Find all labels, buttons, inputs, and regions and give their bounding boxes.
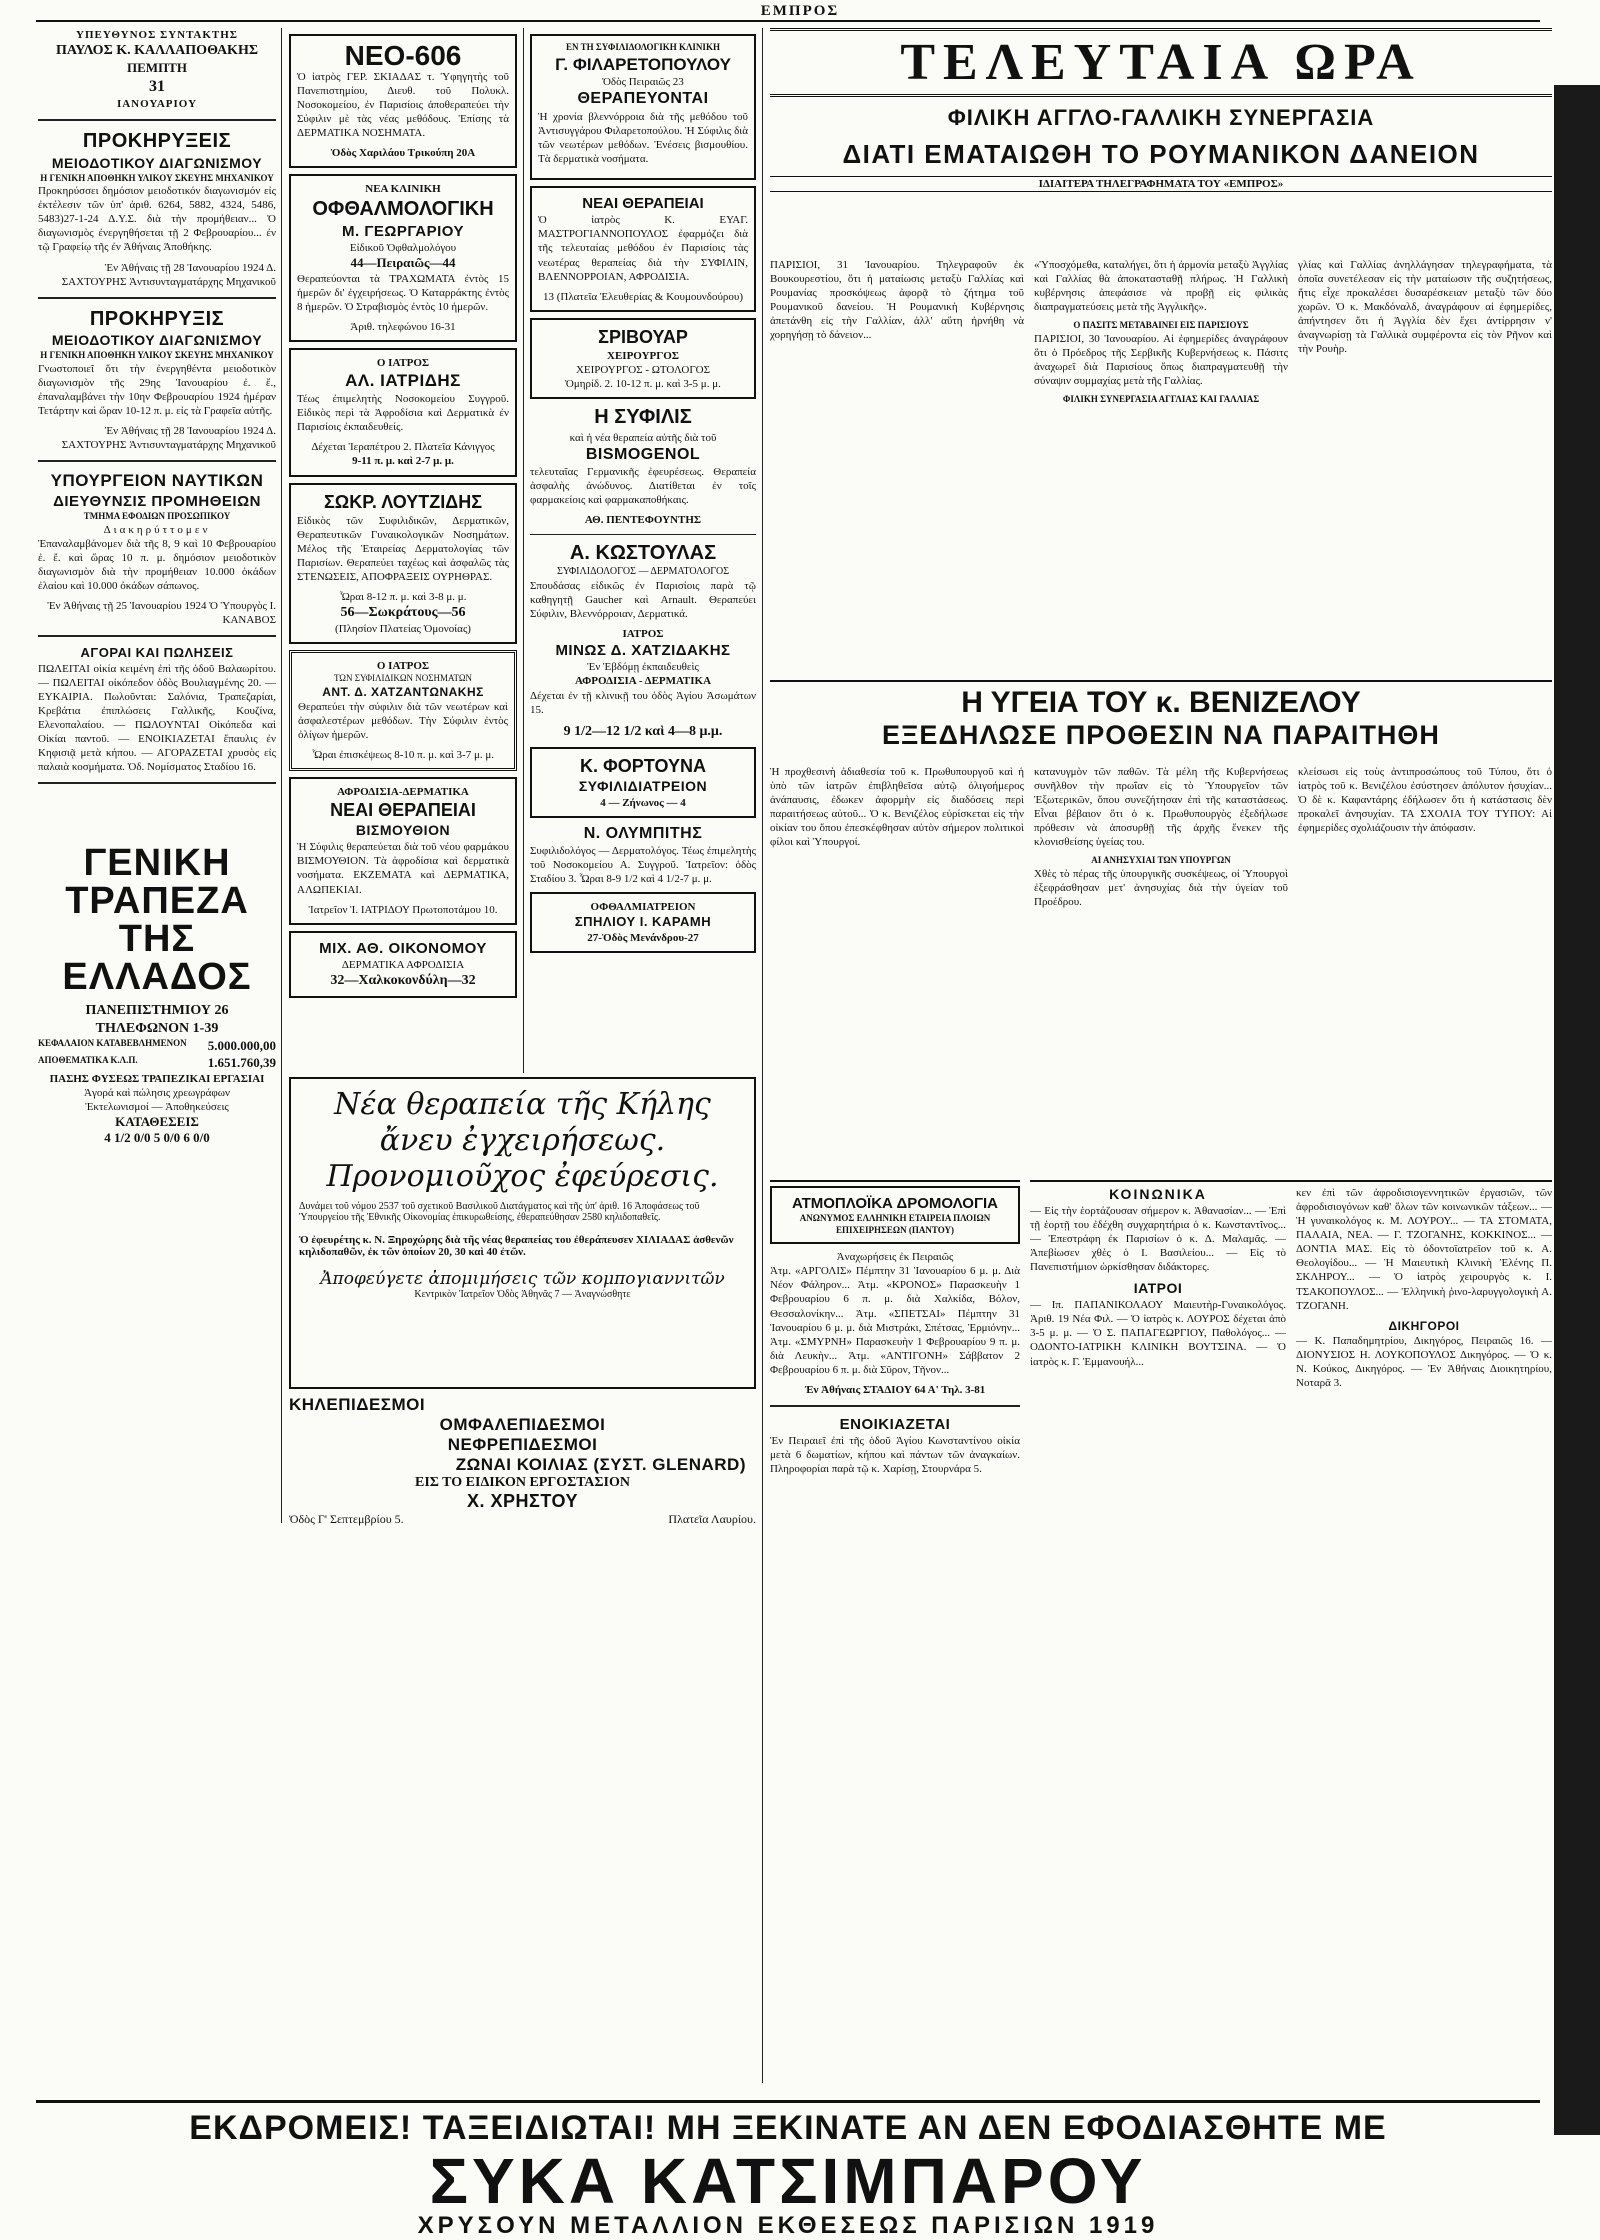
ad-hernia-warning: Ἀποφεύγετε ἀπομιμήσεις τῶν κομπογιαννιτῶν	[320, 1269, 725, 1289]
divider	[38, 119, 276, 121]
footer-line-1: ΕΚΔΡΟΜΕΙΣ! ΤΑΞΕΙΔΙΩΤΑΙ! ΜΗ ΞΕΚΙΝΑΤΕ ΑΝ ΔΕΝ ΕΦΟΔΙΑΣΘΗΤΕ ΜΕ	[36, 2100, 1540, 2148]
venizelos-headline-1: Η ΥΓΕΙΑ ΤΟΥ κ. ΒΕΝΙΖΕΛΟΥ	[770, 680, 1552, 720]
issue-weekday: ΠΕΜΠΤΗ	[127, 59, 187, 75]
column-divider	[523, 28, 524, 1073]
ad-oikonomou	[289, 931, 517, 998]
social-col-b	[1296, 1186, 1552, 1396]
ad-phone: Ἀριθ. τηλεφώνου 16-31	[350, 321, 456, 334]
ad-chatzidakis	[530, 627, 756, 740]
issue-day: 31	[149, 77, 165, 95]
lawyers-body: — Κ. Παπαδημητρίου, Δικηγόρος, Πειραιῶς 16. — ΔΙΟΝΥΣΙΟΣ Η. ΛΟΥΚΟΠΟΥΛΟΣ Δικηγόρος. — Ὁ κ. Ν. Κούκος, Δικηγόρος. — Ἐν Ἀθήναις Διοικητηρίου, Νοταρᾶ 3.	[1296, 1335, 1552, 1390]
notice-body: Προκηρύσσει δημόσιον μειοδοτικόν διαγωνισμόν εἰς ἐκτέλεσιν τῶν ὑπ' ἀριθ. 6264, 5882, 4324, 5486, 5483)27-1-24 Δ.Υ.Σ. διὰ τὴν προμήθειαν... Ὁ διαγωνισμὸς ἐνεργηθήσεται τῇ 2 Φεβρουαρίου... ἐν τῷ Γραφείῳ τῆς ἐν Ἀθήναις Ἀποθήκης.	[38, 185, 276, 254]
social-col-a	[1030, 1186, 1286, 1396]
column-divider	[762, 28, 763, 2083]
ad-pre: Ο ΙΑΤΡΟΣ	[376, 660, 430, 673]
shipping-header	[770, 1186, 1020, 1244]
ad-title: ΟΦΘΑΛΜΟΛΟΓΙΚΗ	[312, 197, 494, 220]
divider	[770, 1405, 1020, 1407]
news-text: γλίας καὶ Γαλλίας ἀνηλλάγησαν τηλεγραφήματα, τὰ ὁποῖα συνετέλεσαν εἰς τὴν ματαίωσιν τῆς συζητήσεως, ἥτις εἶχε προκαλέσει δυσαρέσκειαν μεταξὺ τῶν δύο χωρῶν. Ὁ κ. Μακδόναλδ, ἀναγράφουν αἱ ἐφημερίδες, ἀπήντησεν ὅτι ἡ Ἀγγλία δὲν ἔχει ἀντίρρησιν ν' ἀναγνωρίσῃ τὰ Γαλλικὰ συμφέροντα εἰς τὸν Ρῆνον καὶ τὴν Ρουὴρ.	[1298, 259, 1552, 356]
bank-deposit-rates: 4 1/2 0/0 5 0/0 6 0/0	[104, 1130, 210, 1146]
ad-product: BISMOGENOL	[585, 445, 701, 463]
news-text: ΠΑΡΙΣΙΟΙ, 31 Ἰανουαρίου. Τηλεγραφοῦν ἐκ Βουκουρεστίου, ὅτι ἡ ματαίωσις μεταξὺ Γαλλίας καὶ Ρουμανίας προσκόψεως ἀφορᾷ τὸ ζήτημα τοῦ Ρουμανικοῦ δανείου. Ἡ Ρουμανικὴ Κυβέρνησις ἀπετάνθη εἰς τὴν Γαλλίαν, ἀλλ' αὕτη ἠρνήθη νὰ χορηγήσῃ τὸ δάνειον...	[770, 259, 1024, 342]
ad-address: 13 (Πλατεῖα Ἐλευθερίας & Κουμουνδούρου)	[542, 290, 744, 303]
ad-address-2: (Πλησίον Πλατείας Ὁμονοίας)	[335, 622, 471, 635]
social-right-body: κεν ἐπὶ τῶν ἀφροδισιογεννητικῶν ἐργασιῶν, τῶν ἀφροδισιογόνων καθ' ὅλων τῶν κοινωνικῶν τάξεων... — Ἡ γυναικολόγος κ. Μ. ΛΟΥΡΟΥ... — ΤΑ ΣΤΟΜΑΤΑ, ΠΑΛΑΙΑ, ΝΕΑ. — Γ. ΤΖΟΓΑΝΗΣ, ΚΟΚΚΙΝΟΣ... — ΔΟΝΤΙΑ ΜΑΣ. Εἰς τὸ ὀδοντοϊατρεῖον τοῦ κ. Α. Θεολογίδου... — Ἡ Μαιευτικὴ Κλινικὴ Ἑλένης Π. ΣΚΛΗΡΟΥ... — Ὁ ἰατρὸς χειρουργὸς κ. Ι. ΤΣΑΚΟΠΟΥΛΟΣ... — Ἑλληνικὴ ῥινο-λαρυγγολογικὴ Α. ΤΖΟΓΑΝΗ.	[1296, 1187, 1552, 1312]
headline-2: ΔΙΑΤΙ ΕΜΑΤΑΙΩΘΗ ΤΟ ΡΟΥΜΑΝΙΚΟΝ ΔΑΝΕΙΟΝ	[842, 139, 1480, 169]
masthead	[0, 0, 1600, 22]
shipping-keyword: Ἀναχωρήσεις ἐκ Πειραιῶς	[836, 1251, 954, 1264]
editor-name: ΠΑΥΛΟΣ Κ. ΚΑΛΛΑΠΟΘΑΚΗΣ	[56, 43, 258, 59]
footer-ad	[36, 2100, 1540, 2240]
footer-line-2: ΣΥΚΑ ΚΑΤΣΙΜΠΑΡΟΥ	[429, 2145, 1147, 2217]
news-text: «Ὑποσχόμεθα, καταλήγει, ὅτι ἡ ἀρμονία μεταξὺ Ἀγγλίας καὶ Γαλλίας θὰ ἀποκατασταθῇ πλήρως. Ἡ Γαλλικὴ κυβέρνησις ἀπεφάσισε νὰ προβῇ εἰς φιλικὰς διαπραγματεύσεις μετὰ τῆς Ἀγγλικῆς».	[1034, 259, 1288, 314]
venizelos-headline-2: ΕΞΕΔΗΛΩΣΕ ΠΡΟΘΕΣΙΝ ΝΑ ΠΑΡΑΙΤΗΘΗ	[882, 720, 1440, 750]
doctors-title: ΙΑΤΡΟΙ	[1133, 1280, 1183, 1297]
bank-capital-value: 5.000.000,00	[207, 1038, 276, 1054]
ad-title: Κ. ΦΟΡΤΟΥΝΑ	[580, 755, 706, 776]
notice-subtitle: ΜΕΙΟΔΟΤΙΚΟΥ ΔΙΑΓΩΝΙΣΜΟΥ	[51, 154, 263, 171]
ad-title: Ν. ΟΛΥΜΠΙΤΗΣ	[583, 824, 703, 842]
ad-title: ΜΙΧ. ΑΘ. ΟΙΚΟΝΟΜΟΥ	[319, 939, 487, 957]
latest-news-title: ΤΕΛΕΥΤΑΙΑ ΩΡΑ	[770, 28, 1552, 97]
social-title: ΚΟΙΝΩΝΙΚΑ	[1109, 1186, 1207, 1202]
notice-body: Γνωστοποιεῖ ὅτι τὴν ἐνεργηθέντα μειοδοτικὸν διαγωνισμὸν τῆς 29ης Ἰανουαρίου ἐ. ἔ., ἐπαναλαμβάνει τὴν 10ην Φεβρουαρίου 1924 ἡμέραν Τετάρτην καὶ ὥραν 10-12 π. μ. εἰς τὰ Γραφεῖα αὐτῆς.	[38, 362, 276, 417]
masthead-title: ΕΜΠΡΟΣ	[760, 3, 840, 19]
ad-address: Ὁδὸς Γ' Σεπτεμβρίου 5.	[289, 1512, 404, 1526]
ad-title: ΑΝΤ. Δ. ΧΑΤΖΑΝΤΩΝΑΚΗΣ	[322, 684, 484, 699]
notice-authority: Η ΓΕΝΙΚΗ ΑΠΟΘΗΚΗ ΥΛΙΚΟΥ ΣΚΕΥΗΣ ΜΗΧΑΝΙΚΟΥ	[40, 172, 274, 183]
ad-body: Σπουδάσας εἰδικῶς ἐν Παρισίοις παρὰ τῷ καθηγητῇ Gaucher καὶ Arnault. Θεραπεύει Σύφιλιν, Βλεννόρροιαν, Δερματικά.	[530, 579, 756, 621]
ad-sign: Ἰατρεῖον Ἰ. ΙΑΤΡΙΔΟΥ Πρωτοποτάμου 10.	[308, 903, 498, 916]
ad-body: Ἡ Σύφιλις θεραπεύεται διὰ τοῦ νέου φαρμάκου ΒΙΣΜΟΥΘΙΟΝ. Τὰ ἀφροδίσια καὶ δερματικὰ νοσήματα. ΕΚΖΕΜΑΤΑ καὶ ΔΕΡΜΑΤΙΚΑ, ΑΛΩΠΕΚΙΑΙ.	[297, 841, 509, 896]
ad-title: ΑΛ. ΙΑΤΡΙΔΗΣ	[345, 371, 461, 391]
ad-sub: ΣΥΦΙΛΙΔΙΑΤΡΕΙΟΝ	[578, 777, 708, 794]
ad-line: ΝΕΦΡΕΠΙΔΕΣΜΟΙ	[447, 1435, 598, 1454]
ad-sub: ΧΕΙΡΟΥΡΓΟΣ	[607, 349, 679, 362]
bank-reserves	[38, 1055, 276, 1072]
shipping-company: ΑΝΩΝΥΜΟΣ ΕΛΛΗΝΙΚΗ ΕΤΑΙΡΕΙΑ ΠΛΟΙΩΝ ΕΠΙΧΕΙΡΗΣΕΩΝ (ΠΑΝΤΟΥ)	[799, 1213, 991, 1235]
ad-body: Θεραπεύονται τὰ ΤΡΑΧΩΜΑΤΑ ἐντὸς 15 ἡμερῶν δι' ἐγχειρήσεως. Ὁ Καταρράκτης ἐντὸς 8 ἡμερῶν. Ὁ Στραβισμὸς ἐντὸς 10 ἡμερῶν.	[297, 273, 509, 314]
divider	[38, 635, 276, 637]
ad-new-therapies	[530, 186, 756, 312]
ad-title: ΣΠΗΛΙΟΥ Ι. ΚΑΡΑΜΗ	[574, 914, 712, 930]
ad-address: Δέχεται Ἰεραπέτρου 2. Πλατεῖα Κάνιγγος	[311, 441, 495, 454]
ad-chatzantonakis	[289, 650, 517, 771]
ad-olympitis	[530, 824, 756, 887]
news-subhead: ΑΙ ΑΝΗΣΥΧΙΑΙ ΤΩΝ ΥΠΟΥΡΓΩΝ	[1091, 855, 1231, 866]
ad-title: ΝΕΑΙ ΘΕΡΑΠΕΙΑΙ	[330, 800, 476, 821]
news-col-a	[770, 258, 1024, 406]
ad-line: ΟΜΦΑΛΕΠΙΔΕΣΜΟΙ	[439, 1415, 606, 1434]
news-text: Ἡ προχθεσινὴ ἀδιαθεσία τοῦ κ. Πρωθυπουργοῦ καὶ ἡ ὑπὸ τῶν ἰατρῶν ἐπιβληθεῖσα αὐτῷ ὀλιγοήμερος ἀνάπαυσις, ἐδωκεν ἀφορμὴν εἰς διαδόσεις περὶ παραιτήσεως αὐτοῦ... Ὁ κ. Βενιζέλος εὑρίσκεται εἰς τὴν οἰκίαν του ὅπου ἐπεσκέφθησαν αὐτὸν σήμερον πολιτικοὶ φίλοι καὶ Ὑπουργοί.	[770, 766, 1024, 849]
ad-body: Εἰδικὸς τῶν Συφιλιδικῶν, Δερματικῶν, Θεραπευτικῶν Γυναικολογικῶν Νοσημάτων. Μέλος τῆς Ἑταιρείας Δερματολογίας τῶν Παρισίων. Θεραπεύει ταχέως καὶ ἀσφαλῶς τὰς ΣΤΕΝΩΣΕΙΣ, ΑΠΟΦΡΑΞΕΙΣ ΟΥΡΗΘΡΑΣ.	[297, 514, 509, 583]
divider	[38, 297, 276, 299]
bank-title: ΓΕΝΙΚΗ ΤΡΑΠΕΖΑ ΤΗΣ ΕΛΛΑΔΟΣ	[62, 842, 252, 999]
ad-keyword: ΘΕΡΑΠΕΥΟΝΤΑΙ	[577, 90, 709, 108]
column-1	[38, 28, 276, 2088]
doctors-body: — Ιπ. ΠΑΠΑΝΙΚΟΛΑΟΥ Μαιευτὴρ-Γυναικολόγος. Ἀριθ. 19 Νέα Φιλ. — Ὁ ἰατρὸς κ. ΛΟΥΡΟΣ δέχεται ἀπὸ 3-5 μ. μ. — Ὁ Σ. ΠΑΠΑΓΕΩΡΓΙΟΥ, Παθολόγος... — ΟΔΟΝΤΟ-ΙΑΤΡΙΚΗ ΚΛΙΝΙΚΗ ΒΟΥΤΣΙΝΑ. — Ὁ ἰατρὸς κ. Γ. Ἐμμανουήλ...	[1030, 1299, 1286, 1368]
social-section	[1030, 1180, 1552, 2091]
ad-address: Ὁδὸς Χαριλάου Τρικούπη 20Α	[330, 147, 476, 160]
ad-pre: ΙΑΤΡΟΣ	[622, 628, 664, 641]
news-text: ΠΑΡΙΣΙΟΙ, 30 Ἰανουαρίου. Αἱ ἐφημερίδες ἀναγράφουν ὅτι ὁ Πρόεδρος τῆς Σερβικῆς Κυβερνήσεως κ. Πάσιτς ἀναχωρεῖ διὰ Παρισίους ὅπως διαπραγματευθῇ τὴν σύναψιν συμμαχίας μετὰ τῆς Γαλλίας.	[1034, 332, 1288, 388]
ad-address-2: Πλατεῖα Λαυρίου.	[668, 1512, 756, 1526]
ad-sub: ΣΥΦΙΛΙΔΟΛΟΓΟΣ — ΔΕΡΜΑΤΟΛΟΓΟΣ	[556, 566, 730, 578]
ad-bismogenol	[530, 405, 756, 527]
ad-product: ΒΙΣΜΟΥΘΙΟΝ	[355, 822, 451, 839]
notice-authority: ΤΜΗΜΑ ΕΦΟΔΙΩΝ ΠΡΟΣΩΠΙΚΟΥ	[83, 511, 231, 522]
bank-phone: ΤΗΛΕΦΩΝΟΝ 1-39	[95, 1021, 219, 1037]
ad-pre: ΕΝ ΤΗ ΣΥΦΙΛΙΔΟΛΟΓΙΚΗ ΚΛΙΝΙΚΗ	[566, 42, 720, 52]
ad-hours: Ὧραι 8-12 π. μ. καὶ 3-8 μ. μ.	[339, 590, 467, 603]
venizelos-header	[770, 680, 1552, 751]
ad-neo-606	[289, 34, 517, 168]
ad-title: ΝΕΑΙ ΘΕΡΑΠΕΙΑΙ	[582, 195, 704, 213]
bank-services-2: Ἀγορά καὶ πώλησις χρεωγράφων	[84, 1086, 230, 1099]
ad-pre: Ο ΙΑΤΡΟΣ	[376, 357, 430, 370]
ad-sub: ΔΕΡΜΑΤΙΚΑ ΑΦΡΟΔΙΣΙΑ	[341, 958, 465, 971]
ad-loutzidis	[289, 483, 517, 644]
news-subhead: Ο ΠΑΣΙΤΣ ΜΕΤΑΒΑΙΝΕΙ ΕΙΣ ΠΑΡΙΣΙΟΥΣ	[1073, 320, 1249, 331]
editor-label: ΥΠΕΥΘΥΝΟΣ ΣΥΝΤΑΚΤΗΣ	[76, 29, 238, 41]
ad-hours: 9-11 π. μ. καὶ 2-7 μ. μ.	[352, 455, 454, 468]
ad-body: Θεραπεύει τὴν σύφιλιν διὰ τῶν νεωτέρων καὶ ἀσφαλεστέρων μεθόδων. Τὴν Σύφιλιν ἐντὸς ὀλίγων ἡμερῶν.	[298, 701, 508, 742]
notice-signature: Ἐν Ἀθήναις τῇ 25 Ἰανουαρίου 1924 Ὁ Ὑπουργὸς Ι. ΚΑΝΑΒΟΣ	[47, 600, 276, 627]
latest-news-header	[770, 28, 1552, 192]
bank-address: ΠΑΝΕΠΙΣΤΗΜΙΟΥ 26	[85, 1003, 229, 1019]
news-col-a	[770, 765, 1024, 915]
ad-title: ΣΩΚΡ. ΛΟΥΤΖΙΔΗΣ	[323, 491, 483, 512]
ad-address: 4 — Ζήνωνος — 4	[600, 796, 686, 809]
news-col-c	[1298, 258, 1552, 406]
bank-capital	[38, 1038, 276, 1055]
ad-hours: 9 1/2—12 1/2 καὶ 4—8 μ.μ.	[563, 723, 723, 739]
ad-srivouar	[530, 318, 756, 399]
divider	[38, 782, 276, 784]
ad-specialty: ΑΦΡΟΔΙΣΙΑ - ΔΕΡΜΑΤΙΚΑ	[574, 675, 712, 688]
ad-sub-2: ΧΕΙΡΟΥΡΓΟΣ - ΩΤΟΛΟΓΟΣ	[575, 363, 711, 376]
ad-sign: ΑΘ. ΠΕΝΤΕΦΟΥΝΤΗΣ	[584, 514, 702, 527]
notice-subtitle: ΔΙΕΥΘΥΝΣΙΣ ΠΡΟΜΗΘΕΙΩΝ	[53, 492, 261, 510]
ad-address: 32—Χαλκοκονδύλη—32	[330, 972, 476, 988]
ad-address-row	[289, 1512, 756, 1527]
ad-title: Γ. ΦΙΛΑΡΕΤΟΠΟΥΛΟΥ	[555, 54, 731, 74]
ad-body: τελευταῖας Γερμανικῆς ἐφευρέσεως. Θεραπεία ἀσφαλὴς ἀνώδυνος. Διατίθεται ἐν τοῖς φαρμακείοις καὶ φαρμακαποθήκαις.	[530, 466, 756, 507]
bank-capital-label: ΚΕΦΑΛΑΙΟΝ ΚΑΤΑΒΕΒΛΗΜΕΝΟΝ	[38, 1038, 187, 1049]
notice-title: ΠΡΟΚΗΡΥΞΕΙΣ	[82, 130, 232, 153]
notice-subtitle: ΜΕΙΟΔΟΤΙΚΟΥ ΔΙΑΓΩΝΙΣΜΟΥ	[51, 332, 263, 349]
ad-title: Α. ΚΩΣΤΟΥΛΑΣ	[569, 541, 717, 564]
ad-body: Δέχεται ἐν τῇ κλινικῇ του ὁδὸς Ἁγίου Ἀσωμάτων 15.	[530, 689, 756, 716]
notice-title: ΥΠΟΥΡΓΕΙΟΝ ΝΑΥΤΙΚΩΝ	[50, 471, 264, 491]
bank-services-3: Ἐκτελωνισμοί — Ἀποθηκεύσεις	[85, 1100, 229, 1113]
column-divider	[281, 28, 282, 1523]
headline-1: ΦΙΛΙΚΗ ΑΓΓΛΟ-ΓΑΛΛΙΚΗ ΣΥΝΕΡΓΑΣΙΑ	[947, 105, 1375, 130]
ad-title: ΜΙΝΩΣ Δ. ΧΑΤΖΙΔΑΚΗΣ	[555, 642, 731, 660]
market-body: ΠΩΛΕΙΤΑΙ οἰκία κειμένη ἐπὶ τῆς ὁδοῦ Βαλαωρίτου. — ΠΩΛΕΙΤΑΙ οἰκόπεδον ὁδὸς Βουλιαγμένης 20. — ΕΥΚΑΙΡΙΑ. Πωλοῦνται: Σαλόνια, Τραπεζαρίαι, Κρεβάτια ἐπιπλώσεις Γαλλικῆς, Κουζίνα, Ελενοπαλαίου. — ΠΩΛΟΥΝΤΑΙ Οἰκόπεδα καὶ Οἰκίαι παντοῦ. — ΕΝΟΙΚΙΑΖΕΤΑΙ ἔπαυλις ἐν Κηφισιᾷ μετὰ κήπου. — ΑΓΟΡΑΖΕΤΑΙ χρυσὸς εἰς παλαιὰ κοσμήματα. Ὁδ. Νομίσματος Σταδίου 16.	[38, 662, 276, 774]
ad-line: Χ. ΧΡΗΣΤΟΥ	[467, 1491, 578, 1511]
bank-services: ΠΑΣΗΣ ΦΥΣΕΩΣ ΤΡΑΠΕΖΙΚΑΙ ΕΡΓΑΣΙΑΙ	[49, 1072, 265, 1085]
shipping-title: ΑΤΜΟΠΛΟΪΚΑ ΔΡΟΜΟΛΟΓΙΑ	[792, 1195, 998, 1212]
ad-iatridis	[289, 348, 517, 476]
ad-hernia	[289, 1077, 756, 1389]
ad-name: Μ. ΓΕΩΡΓΑΡΙΟΥ	[341, 223, 465, 241]
column-2	[289, 28, 517, 1070]
rent-body: Ἐν Πειραιεῖ ἐπὶ τῆς ὁδοῦ Ἀγίου Κωνσταντίνου οἰκία μετὰ 6 δωματίων, κήπου καὶ πάντων τῶν ἀναγκαίων. Πληροφορίαι παρὰ τῷ κ. Χαρίσῃ, Στουρνάρα 5.	[770, 1435, 1020, 1476]
ad-hernia-address: Κεντρικὸν Ἰατρεῖον Ὁδὸς Ἀθηνᾶς 7 — Ἀναγνώσθητε	[414, 1289, 631, 1300]
ad-pre: ΟΦΘΑΛΜΙΑΤΡΕΙΟΝ	[590, 901, 696, 914]
ad-kostoulas	[530, 541, 756, 622]
news-col-b	[1034, 765, 1288, 915]
ad-body: Συφιλιδολόγος — Δερματολόγος. Τέως ἐπιμελητὴς τοῦ Νοσοκομείου Α. Συγγροῦ. Ἰατρεῖον: ὁδὸς Σταδίου 3. Ὧραι 8-9 1/2 καὶ 4 1/2-7 μ. μ.	[530, 845, 756, 886]
footer-line-3: ΧΡΥΣΟΥΝ ΜΕΤΑΛΛΙΟΝ ΕΚΘΕΣΕΩΣ ΠΑΡΙΣΙΩΝ 1919	[417, 2212, 1159, 2239]
ad-body: Ὁ ἰατρὸς ΓΕΡ. ΣΚΙΑΔΑΣ τ. Ὑφηγητὴς τοῦ Πανεπιστημίου, Διευθ. τοῦ Πολυκλ. Νοσοκομείου, ἐν Παρισίοις ἀποθεραπεύει τὴν Σύφιλιν μὲ τὰς νέας μεθόδους. Ἐπίσης τὰ ΔΕΡΜΑΤΙΚΑ ΝΟΣΗΜΑΤΑ.	[297, 71, 509, 140]
ad-sub: Ἐν Ἐβδόμῃ ἐκπαιδευθεὶς	[587, 661, 699, 674]
ad-bandages	[289, 1395, 756, 1545]
shipping-section	[770, 1180, 1020, 2091]
social-body: — Εἰς τὴν ἑορτάζουσαν σήμερον κ. Ἀθανασίαν... — Ἐπὶ τῇ ἑορτῇ του ἐδέχθη συγχαρητήρια ὁ κ. Κωνσταντῖνος... — Ἐπεστράφη ἐκ Παρισίων ὁ κ. Δ. Μαλαμᾶς. — Ἀπεβίωσεν χθὲς ὁ Ι. Βασιλείου... — Εἰς τὸ Πανεπιστήμιον ὡρκίσθησαν διδάκτορες.	[1030, 1204, 1286, 1274]
ad-hernia-body: Δυνάμει τοῦ νόμου 2537 τοῦ σχετικοῦ Βασιλικοῦ Διατάγματος καὶ τῆς ὑπ' ἀριθ. 16 Ἀποφάσεως τοῦ Ὑπουργείου τῆς Ἐθνικῆς Οἰκονομίας ἐπικυρωθείσης, ἐθεραπεύθησαν 2580 κηλιδοπαθεῖς.	[299, 1201, 700, 1223]
bank-reserves-value: 1.651.760,39	[207, 1054, 276, 1070]
issue-month: ΙΑΝΟΥΑΡΙΟΥ	[116, 98, 198, 111]
shipping-contact: Ἐν Ἀθήναις ΣΤΑΔΙΟΥ 64 Α' Τηλ. 3-81	[804, 1383, 986, 1396]
ad-hours: Ὧραι ἐπισκέψεως 8-10 π. μ. καὶ 3-7 μ. μ.	[312, 749, 494, 762]
ad-line: ΤΩΝ ΣΥΦΙΛΙΔΙΚΩΝ ΝΟΣΗΜΑΤΩΝ	[333, 673, 473, 684]
ad-hernia-body-2: Ὁ ἐφευρέτης κ. Ν. Ξηροχώρης διὰ τῆς νέας θεραπείας του ἐθεράπευσεν ΧΙΛΙΑΔΑΣ ἀσθενῶν κηλιδοπαθῶν, ἐκ τῶν ὁποίων 20, 30 καὶ 40 ἐτῶν.	[299, 1234, 734, 1258]
notice-keyword: Διακηρύττομεν	[103, 523, 211, 536]
ad-body: Ἡ χρονία βλεννόρροια διὰ τῆς μεθόδου τοῦ Ἀντισυγγάρου Φιλαρετοπούλου. Ἡ Σύφιλις διὰ τῶν νεωτέρων μεθόδων. Ἐνέσεις βισμουθίου. Τὰ δερματικὰ νοσήματα.	[538, 110, 748, 166]
ad-pre: ΝΕΑ ΚΛΙΝΙΚΗ	[365, 183, 441, 196]
venizelos-body	[770, 765, 1552, 1175]
masthead-rule	[36, 20, 1540, 22]
notice-signature: Ἐν Ἀθήναις τῇ 28 Ἰανουαρίου 1924 Δ. ΣΑΧΤΟΥΡΗΣ Ἀντισυνταγματάρχης Μηχανικοῦ	[61, 425, 276, 452]
ad-address: Ὁδὸς Πειραιῶς 23	[602, 76, 684, 89]
ad-title: Η ΣΥΦΙΛΙΣ	[594, 406, 692, 429]
news-text: κλείσωσι εἰς τοὺς ἀντιπροσώπους τοῦ Τύπου, ὅτι ὁ ἰατρὸς τοῦ κ. Βενιζέλου ἐσύστησεν ἀπόλυτον ἡσυχίαν... Ὁ δὲ κ. Καφαντάρης ἐδήλωσεν ὅτι ἡ κατάστασις δὲν προκαλεῖ ἀνησυχίαν. ΤΑ ΣΧΟΛΙΑ ΤΟΥ ΤΥΠΟΥ: Αἱ ἐφημερίδες σχολιάζουσιν τὴν ἀπόφασιν.	[1298, 766, 1552, 835]
ad-address: 56—Σωκράτους—56	[340, 605, 466, 621]
ad-address: 27-Ὁδὸς Μενάνδρου-27	[587, 932, 699, 945]
notice-body: Ἐπαναλαμβάνομεν διὰ τῆς 8, 9 καὶ 10 Φεβρουαρίου ἐ. ἔ. καὶ ὥρας 10 π. μ. δημόσιον μειοδοτικὸν διαγωνισμὸν διὰ τὴν προμήθειαν 10.000 ὀκάδων ἐλαίου καὶ 10.000 ὀκάδων σάπωνος.	[38, 537, 276, 592]
divider	[530, 534, 756, 535]
ad-pre: ΑΦΡΟΔΙΣΙΑ-ΔΕΡΜΑΤΙΚΑ	[337, 786, 469, 799]
ad-role: Εἰδικοῦ Ὀφθαλμολόγου	[349, 242, 457, 255]
ad-line: ΖΩΝΑΙ ΚΟΙΛΙΑΣ (ΣΥΣΤ. GLENARD)	[455, 1455, 746, 1474]
ad-fortouna	[530, 747, 756, 818]
news-text: Χθὲς τὸ πέρας τῆς ὑπουργικῆς συσκέψεως, οἱ Ὑπουργοὶ ἐξεφράσθησαν μετ' ἀνησυχίας διὰ τὴν ὑγείαν τοῦ Προέδρου.	[1034, 867, 1288, 909]
bank-deposits-title: ΚΑΤΑΘΕΣΕΙΣ	[115, 1113, 199, 1129]
ad-ophthalmology	[289, 174, 517, 342]
column-3	[530, 28, 756, 1070]
lawyers-title: ΔΙΚΗΓΟΡΟΙ	[1388, 1318, 1460, 1333]
ad-hernia-line1: Νέα θεραπεία τῆς Κήλης	[334, 1087, 711, 1122]
news-subhead: ΦΙΛΙΚΗ ΣΥΝΕΡΓΑΣΙΑ ΑΓΓΛΙΑΣ ΚΑΙ ΓΑΛΛΙΑΣ	[1062, 394, 1260, 405]
ad-karamis	[530, 892, 756, 953]
ad-filaretopoulos	[530, 34, 756, 180]
notice-signature: Ἐν Ἀθήναις τῇ 28 Ἰανουαρίου 1924 Δ. ΣΑΧΤΟΥΡΗΣ Ἀντισυνταγματάρχης Μηχανικοῦ	[61, 261, 276, 288]
notice-authority: Η ΓΕΝΙΚΗ ΑΠΟΘΗΚΗ ΥΛΙΚΟΥ ΣΚΕΥΗΣ ΜΗΧΑΝΙΚΟΥ	[40, 350, 274, 361]
ad-bismuth	[289, 777, 517, 924]
ad-title: ΝΕΟ-606	[344, 40, 462, 71]
ad-line: ΕΙΣ ΤΟ ΕΙΔΙΚΟΝ ΕΡΓΟΣΤΑΣΙΟΝ	[415, 1475, 630, 1490]
scan-edge-bar	[1554, 85, 1600, 2135]
rent-title: ΕΝΟΙΚΙΑΖΕΤΑΙ	[839, 1416, 951, 1433]
news-col-b	[1034, 258, 1288, 406]
ad-hernia-line3: Προνομιοῦχος ἐφεύρεσις.	[326, 1159, 719, 1194]
ad-address: Ὁμηρίδ. 2. 10-12 π. μ. καὶ 3-5 μ. μ.	[565, 377, 721, 390]
ad-line: ΚΗΛΕΠΙΔΕΣΜΟΙ	[289, 1395, 426, 1414]
ad-body: Τέως ἐπιμελητὴς Νοσοκομείου Συγγροῦ. Εἰδικὸς περὶ τὰ Ἀφροδίσια καὶ Δερματικὰ ἐν Παρισίοις ἐκπαιδευθείς.	[297, 393, 509, 434]
notice-title: ΠΡΟΚΗΡΥΞΙΣ	[89, 307, 225, 330]
ad-hernia-line2: ἄνευ ἐγχειρήσεως.	[379, 1123, 666, 1158]
ad-body: Ὁ ἰατρὸς Κ. ΕΥΑΓ. ΜΑΣΤΡΟΓΙΑΝΝΟΠΟΥΛΟΣ ἐφαρμόζει διὰ τῆς τελευταίας μεθόδου ἐν Παρισίοις τὰς νεωτέρας θεραπείας διὰ τὴν ΣΥΦΙΛΙΝ, ΒΛΕΝΝΟΡΡΟΙΑΝ, ΑΦΡΟΔΙΣΙΑ.	[538, 214, 748, 283]
telegram-label: ΙΔΙΑΙΤΕΡΑ ΤΗΛΕΓΡΑΦΗΜΑΤΑ ΤΟΥ «ΕΜΠΡΟΣ»	[770, 176, 1552, 192]
divider	[38, 460, 276, 462]
ad-title: ΣΡΙΒΟΥΑΡ	[598, 326, 688, 347]
latest-news-body	[770, 258, 1552, 673]
news-col-c	[1298, 765, 1552, 915]
bank-reserves-label: ΑΠΟΘΕΜΑΤΙΚΑ Κ.Λ.Π.	[38, 1054, 138, 1065]
news-text: κατανυγμὸν τῶν παθῶν. Τὰ μέλη τῆς Κυβερνήσεως συνῆλθον τὴν πρωΐαν εἰς τὸ Ὑπουργεῖον τῶν Ἐξωτερικῶν, ὅπου συνεζήτησαν ἐπὶ τῆς καταστάσεως. Εἶναι βέβαιον ὅτι ὁ κ. Πρωθυπουργὸς ἐξεδήλωσε πρόθεσιν νὰ ἀποσυρθῇ τῆς ἀρχῆς ἕνεκεν τῆς κλονισθείσης ὑγείας του.	[1034, 766, 1288, 849]
ad-sub: καὶ ἡ νέα θεραπεία αὐτῆς διὰ τοῦ	[569, 431, 717, 444]
ad-address: 44—Πειραιῶς—44	[350, 255, 456, 271]
shipping-body: Ἀτμ. «ΑΡΓΟΛΙΣ» Πέμπτην 31 Ἰανουαρίου 6 μ. μ. Διὰ Νέον Φάληρον... Ἀτμ. «ΚΡΟΝΟΣ» Παρασκευὴν 1 Φεβρουαρίου 6 π. μ. διὰ Χαλκίδα, Βόλον, Θεσσαλονίκην... Ἀτμ. «ΣΠΕΤΣΑΙ» Πέμπτην 31 Ἰανουαρίου 6 μ. μ. διὰ Μιστράκι, Σπέτσας, Ἑρμιόνην... Ἀτμ. «ΣΜΥΡΝΗ» Παρασκευὴν 1 Φεβρουαρίου 9 π. μ. διὰ Λευκὴν... Ἀτμ. «ΑΝΤΙΓΟΝΗ» Σάββατον 2 Φεβρουαρίου 6 π. μ. διὰ Σῦρον, Τῆνον...	[770, 1265, 1020, 1376]
market-title: ΑΓΟΡΑΙ ΚΑΙ ΠΩΛΗΣΕΙΣ	[80, 645, 234, 661]
